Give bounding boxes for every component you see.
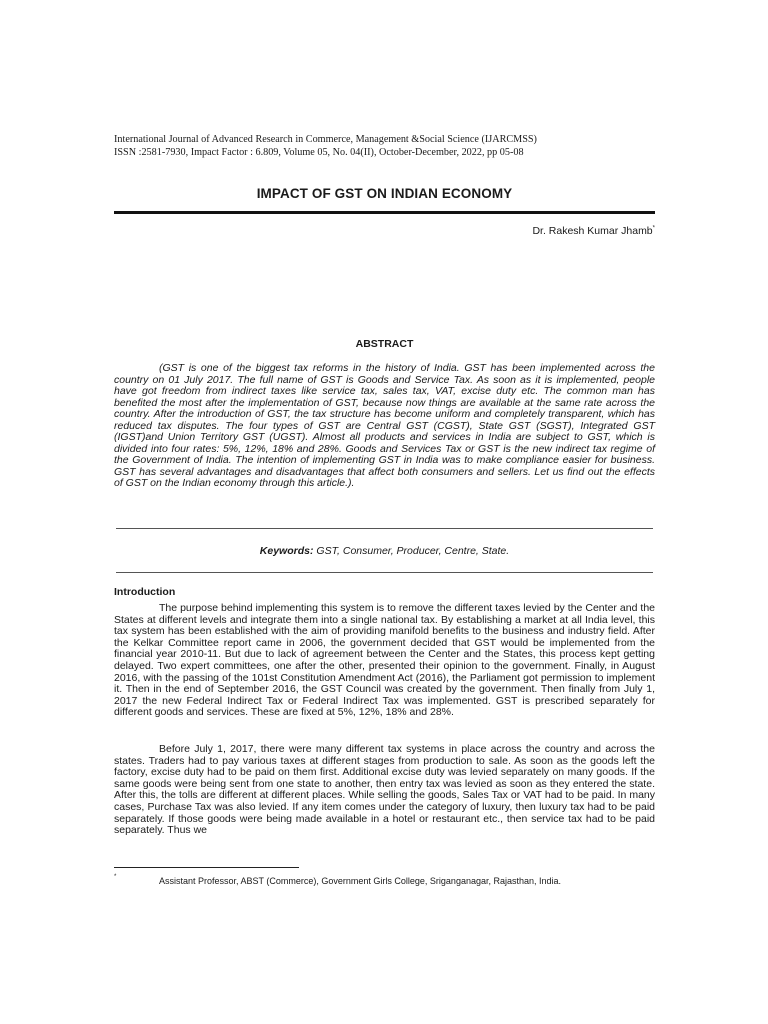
keywords-rule-bottom <box>116 572 653 573</box>
author-name: Dr. Rakesh Kumar Jhamb <box>532 225 653 237</box>
footnote-text: Assistant Professor, ABST (Commerce), Government Girls College, Sriganganagar, Rajasthan, India. <box>159 876 562 886</box>
introduction-heading: Introduction <box>114 586 176 598</box>
author-footnote-mark: * <box>652 225 655 232</box>
abstract-heading: ABSTRACT <box>355 338 414 350</box>
introduction-paragraph-2: Before July 1, 2017, there were many different tax systems in place across the country and across the states. Traders had to pay various taxes at different stages from production to sale. As soon as the goods left the factory, excise duty had to be paid on them first. Additional excise duty was levied separately on many goods. If the same goods were being sent from one state to another, then entry tax was levied as soon as they entered the state. After this, the tolls are different at different places. While selling the goods, Sales Tax or VAT had to be paid. In many cases, Purchase Tax was also levied. If any item comes under the category of luxury, then luxury tax had to be paid separately. If those goods were being made available in a hotel or restaurant etc., then service tax had to be paid separately. Thus we <box>114 743 655 837</box>
keywords-line <box>114 545 655 557</box>
keywords-label: Keywords: <box>259 545 314 557</box>
journal-name-line: International Journal of Advanced Research in Commerce, Management &Social Science (IJARCMSS) <box>114 134 537 145</box>
journal-header <box>114 133 655 159</box>
abstract-rule-top <box>116 528 653 529</box>
issn-line: ISSN :2581-7930, Impact Factor : 6.809, Volume 05, No. 04(II), October-December, 2022, pp 05-08 <box>114 147 524 158</box>
keywords-text: GST, Consumer, Producer, Centre, State. <box>313 545 510 557</box>
title-rule <box>114 211 655 214</box>
introduction-paragraph-1: The purpose behind implementing this system is to remove the different taxes levied by the Center and the States at different levels and integrate them into a single national tax. By establishing a market at all India level, this tax system has been established with the aim of providing manifold benefits to the business and industry field. After the Kelkar Committee report came in 2006, the government decided that GST would be implemented from the financial year 2010-11. But due to lack of agreement between the Center and the States, this process kept getting delayed. Two expert committees, one after the other, presented their opinion to the government. Finally, in August 2016, with the passing of the 101st Constitution Amendment Act (2016), the Parliament got permission to implement it. Then in the end of September 2016, the GST Council was created by the government. Then finally from July 1, 2017 the new Federal Indirect Tax or Federal Indirect Tax was implemented. GST is prescribed separately for different goods and services. These are fixed at 5%, 12%, 18% and 28%. <box>114 602 655 719</box>
footnote-mark: * <box>114 874 117 880</box>
author-line <box>114 225 655 237</box>
article-title: IMPACT OF GST ON INDIAN ECONOMY <box>256 186 513 201</box>
footnote-rule <box>114 867 299 868</box>
abstract-text: (GST is one of the biggest tax reforms in the history of India. GST has been implemented across the country on 01 July 2017. The full name of GST is Goods and Service Tax. As soon as it is implemented, people have got freedom from indirect taxes like service tax, sales tax, VAT, excise duty etc. The common man has benefited the most after the implementation of GST, because now things are available at the same rate across the country. After the introduction of GST, the tax structure has become uniform and completely transparent, which has reduced tax disputes. The four types of GST are Central GST (CGST), State GST (SGST), Integrated GST (IGST)and Union Territory GST (UGST). Almost all products and services in India are subject to GST, which is divided into four rates: 5%, 12%, 18% and 28%. Goods and Services Tax or GST is the new indirect tax regime of the Government of India. The intention of implementing GST in India was to make compliance easier for business. GST has several advantages and disadvantages that affect both consumers and sellers. Let us find out the effects of GST on the Indian economy through this article.). <box>114 362 655 489</box>
